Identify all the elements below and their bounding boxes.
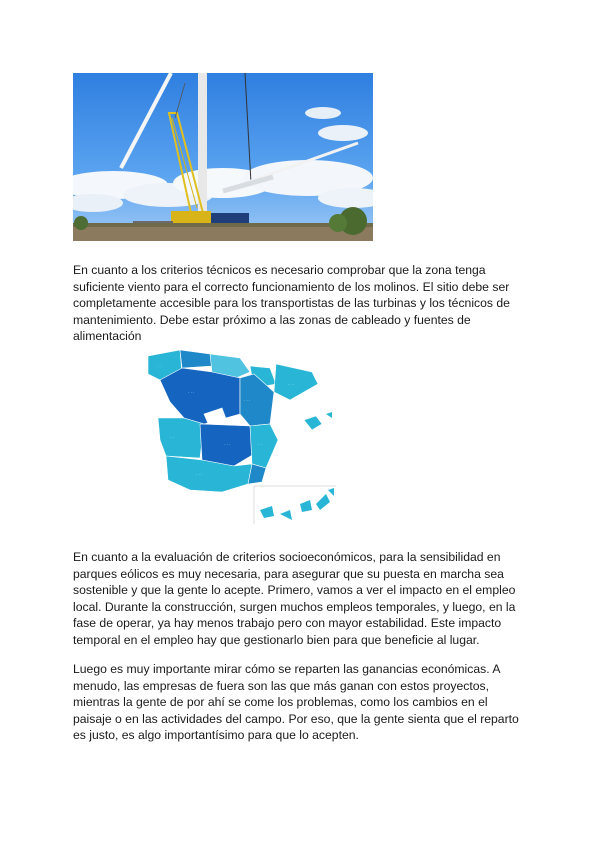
svg-text:· · ·: · · · <box>288 382 295 387</box>
svg-text:· ·: · · <box>170 435 174 440</box>
svg-text:· ·: · · <box>258 442 262 447</box>
spain-regions-map-icon <box>140 344 340 528</box>
paragraph-economic-distribution: Luego es muy importante mirar cómo se reparten las ganancias económicas. A menudo, las empresas de fuera son las que más ganan con estos proyectos, mientras la gente de por ahí se come los problemas, como los cambios en el paisaje o en las actividades del campo. Por eso, que la gente sienta que el reparto es justo, es algo importantísimo para que lo acepten. <box>73 662 519 743</box>
svg-text:· ·: · · <box>158 364 162 369</box>
svg-text:· · ·: · · · <box>196 472 203 477</box>
spain-map <box>140 344 340 528</box>
svg-text:· · ·: · · · <box>224 442 231 447</box>
wind-turbine-construction-icon <box>73 73 373 241</box>
svg-text:· · ·: · · · <box>188 390 195 395</box>
paragraph-technical-criteria: En cuanto a los criterios técnicos es necesario comprobar que la zona tenga suficiente viento para el correcto funcionamiento de los molinos. El sitio debe ser completamente accesible para los transportistas de las turbinas y los técnicos de mantenimiento. Debe estar próximo a las zonas de cableado y fuentes de alimentación <box>73 263 510 344</box>
wind-turbine-photo <box>73 73 373 241</box>
paragraph-socioeconomic-criteria: En cuanto a la evaluación de criterios socioeconómicos, para la sensibilidad en parques eólicos es muy necesaria, para asegurar que su puesta en marcha sea sostenible y que la gente lo acepte. Primero, vamos a ver el impacto en el empleo local. Durante la construcción, surgen muchos empleos temporales, y luego, en la fase de operar, ya hay menos trabajo pero con mayor estabilidad. Este impacto temporal en el empleo hay que gestionarlo bien para que beneficie al lugar. <box>73 550 516 647</box>
svg-text:· · ·: · · · <box>244 398 251 403</box>
